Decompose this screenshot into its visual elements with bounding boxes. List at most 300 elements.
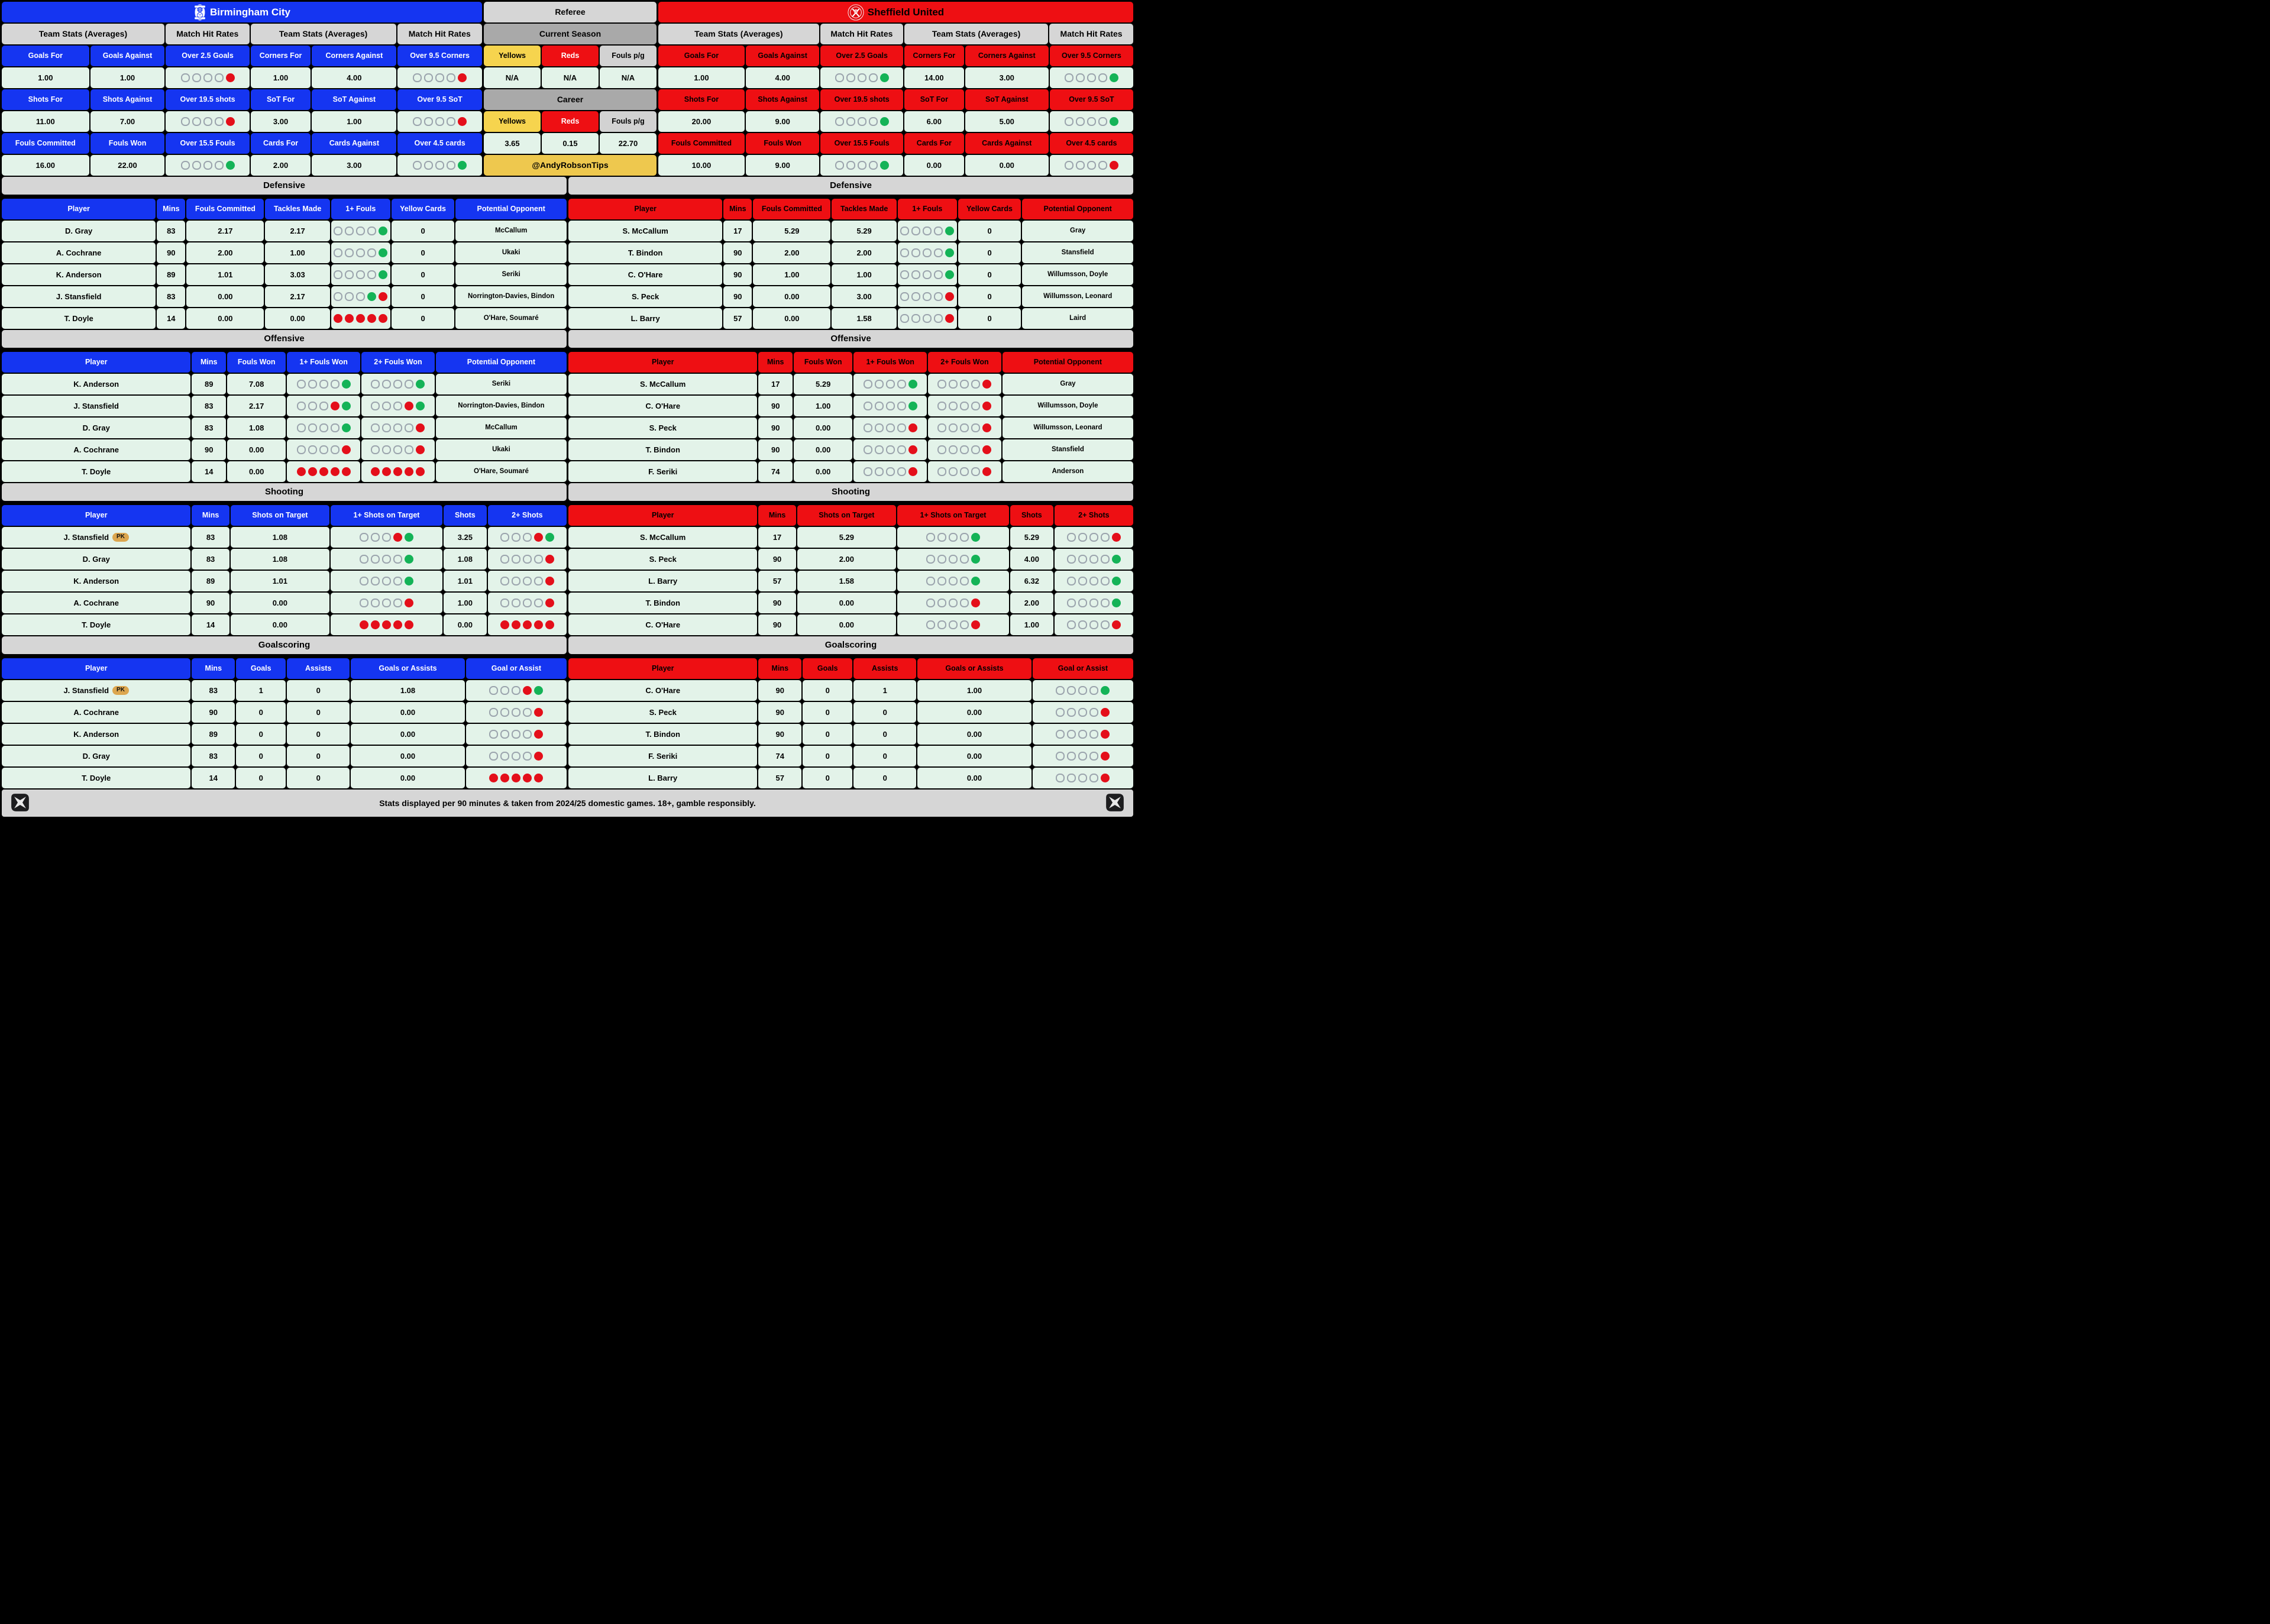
stat-cell: 0 <box>958 242 1021 263</box>
column-header: 2+ Shots <box>488 505 567 526</box>
player-cell <box>2 461 190 482</box>
home-team-header-row <box>2 2 482 22</box>
stat-value: 1.00 <box>2 67 89 88</box>
table-row <box>568 286 1133 307</box>
stat-cell: 1.00 <box>444 593 487 613</box>
dot-empty <box>897 445 906 454</box>
dot-empty <box>489 752 498 761</box>
stat-value: 11.00 <box>2 111 89 132</box>
stat-value <box>1050 111 1133 132</box>
player-cell <box>2 286 156 307</box>
column-header: Mins <box>758 505 796 526</box>
dot-empty <box>1089 730 1098 739</box>
dot-empty <box>360 577 368 585</box>
dot-empty <box>413 117 422 126</box>
dot-empty <box>371 533 380 542</box>
potential-opponent-cell: Ukaki <box>455 242 567 263</box>
dot-empty <box>900 248 909 257</box>
dot-empty <box>1056 774 1065 782</box>
dot-empty <box>371 402 380 410</box>
season-fouls-pg-value: N/A <box>600 67 657 88</box>
potential-opponent-cell <box>488 614 567 635</box>
potential-opponent-cell <box>1033 680 1133 701</box>
stat-header: Over 4.5 cards <box>397 133 482 154</box>
section-title: Offensive <box>568 330 1133 348</box>
stat-cell: 90 <box>758 418 793 438</box>
stat-value: 3.00 <box>251 111 311 132</box>
stat-cell: 0 <box>236 724 286 745</box>
potential-opponent-cell: Stansfield <box>1022 242 1133 263</box>
dot-empty <box>1067 533 1076 542</box>
dot-miss-red <box>416 467 425 476</box>
dot-empty <box>923 227 932 235</box>
stat-cell <box>361 374 435 394</box>
stat-value: 14.00 <box>904 67 964 88</box>
dot-hit-green <box>405 577 413 585</box>
dot-empty <box>949 577 958 585</box>
dot-empty <box>937 577 946 585</box>
dot-hit-green <box>880 117 889 126</box>
stat-header: Fouls Committed <box>658 133 745 154</box>
hit-rate-dots <box>489 774 543 782</box>
dot-miss-red <box>982 423 991 432</box>
player-cell <box>568 768 757 788</box>
dot-miss-red <box>405 402 413 410</box>
hit-rate-dots <box>900 248 954 257</box>
dot-empty <box>319 380 328 389</box>
away-stat-value-row <box>658 67 1133 88</box>
hit-rate-dots <box>489 686 543 695</box>
dot-hit-green <box>416 402 425 410</box>
dot-empty <box>1056 752 1065 761</box>
player-cell <box>568 396 757 416</box>
dot-empty <box>1067 774 1076 782</box>
home-team-panel <box>2 2 482 176</box>
dot-empty <box>297 402 306 410</box>
stat-cell <box>928 396 1001 416</box>
table-row <box>2 286 567 307</box>
player-cell <box>2 571 190 591</box>
dot-empty <box>489 686 498 695</box>
stat-cell: 2.17 <box>186 221 264 241</box>
dot-miss-red <box>1101 774 1110 782</box>
player-name: J. Stansfield <box>73 401 119 410</box>
sheffield-united-crest-icon <box>848 4 864 21</box>
column-header: Mins <box>758 352 793 373</box>
tipster-handle: @AndyRobsonTips <box>484 155 657 176</box>
stat-cell: 1.00 <box>265 242 329 263</box>
dot-empty <box>1089 555 1098 564</box>
dot-empty <box>911 292 920 301</box>
column-header: Mins <box>192 505 229 526</box>
hit-rate-dots <box>334 227 387 235</box>
player-name: S. McCallum <box>640 532 686 542</box>
shooting-home-half <box>2 483 567 635</box>
home-stat-header-row <box>2 46 482 66</box>
potential-opponent-cell <box>466 702 567 723</box>
potential-opponent-cell <box>488 527 567 548</box>
player-name: J. Stansfield <box>63 685 109 695</box>
stat-cell <box>853 439 927 460</box>
stat-cell: 1.08 <box>231 527 329 548</box>
column-header: 1+ Fouls <box>331 199 390 219</box>
hit-rate-dots <box>371 445 425 454</box>
away-stat-header-row <box>658 89 1133 110</box>
stat-cell <box>331 527 442 548</box>
stat-header: Cards Against <box>312 133 396 154</box>
stat-cell <box>898 221 957 241</box>
stat-header: Corners Against <box>312 46 396 66</box>
stat-cell: 0.00 <box>794 461 852 482</box>
dot-miss-red <box>982 467 991 476</box>
dot-empty <box>534 555 543 564</box>
dot-empty <box>900 227 909 235</box>
dot-empty <box>447 117 455 126</box>
dot-empty <box>937 555 946 564</box>
hit-rate-dots <box>1056 730 1110 739</box>
player-name: S. Peck <box>649 423 677 432</box>
player-name: F. Seriki <box>648 467 678 476</box>
table-row <box>2 461 567 482</box>
dot-miss-red <box>523 774 532 782</box>
stat-header: Over 4.5 cards <box>1050 133 1133 154</box>
potential-opponent-cell <box>1033 724 1133 745</box>
stat-cell <box>361 396 435 416</box>
stat-cell: 0.00 <box>794 418 852 438</box>
away-team-stats-label-2: Team Stats (Averages) <box>904 24 1048 44</box>
dot-empty <box>897 423 906 432</box>
stat-cell: 1.08 <box>444 549 487 570</box>
dot-miss-red <box>534 620 543 629</box>
stat-cell: 0.00 <box>186 308 264 329</box>
hit-rate-dots <box>500 555 554 564</box>
dot-empty <box>345 248 354 257</box>
column-header: Tackles Made <box>265 199 329 219</box>
dot-empty <box>934 227 943 235</box>
stat-cell: 0 <box>853 746 916 766</box>
table-row <box>2 374 567 394</box>
dot-hit-green <box>379 248 387 257</box>
stat-cell <box>331 264 390 285</box>
dot-empty <box>835 117 844 126</box>
stat-value <box>1050 155 1133 176</box>
table-row <box>2 527 567 548</box>
stat-cell: 0 <box>958 286 1021 307</box>
dot-miss-red <box>319 467 328 476</box>
table-row <box>568 396 1133 416</box>
season-yellows-value: N/A <box>484 67 541 88</box>
dot-empty <box>371 380 380 389</box>
stat-cell: 90 <box>758 396 793 416</box>
potential-opponent-cell: O'Hare, Soumaré <box>436 461 567 482</box>
dot-empty <box>382 380 391 389</box>
potential-opponent-cell: Laird <box>1022 308 1133 329</box>
dot-empty <box>1078 774 1087 782</box>
offensive-header-row <box>2 352 567 373</box>
column-header: Player <box>2 658 190 679</box>
stat-value: 4.00 <box>746 67 820 88</box>
stat-cell <box>361 461 435 482</box>
column-header: Shots <box>444 505 487 526</box>
potential-opponent-cell: Willumsson, Doyle <box>1003 396 1133 416</box>
stat-cell: 0 <box>236 768 286 788</box>
pk-badge: PK <box>112 533 129 542</box>
player-name: T. Doyle <box>82 773 111 782</box>
dot-hit-green <box>1112 599 1121 607</box>
dot-empty <box>393 445 402 454</box>
offensive-home-half <box>2 330 567 482</box>
dot-empty <box>934 292 943 301</box>
dot-empty <box>512 599 520 607</box>
stat-cell: 0.00 <box>231 614 329 635</box>
dot-empty <box>900 270 909 279</box>
dot-miss-red <box>512 774 520 782</box>
column-header: Shots on Target <box>231 505 329 526</box>
dot-miss-red <box>405 599 413 607</box>
dot-miss-red <box>382 620 391 629</box>
dot-miss-red <box>367 314 376 323</box>
stat-cell: 0.00 <box>917 768 1031 788</box>
column-header: Player <box>568 352 757 373</box>
dot-empty <box>319 445 328 454</box>
dot-empty <box>1089 599 1098 607</box>
dot-miss-red <box>1112 620 1121 629</box>
dot-empty <box>523 708 532 717</box>
column-header: Fouls Committed <box>753 199 830 219</box>
stat-cell: 1.00 <box>753 264 830 285</box>
dot-miss-red <box>393 620 402 629</box>
dot-hit-green <box>1110 73 1118 82</box>
dot-empty <box>846 117 855 126</box>
home-hit-rates-label: Match Hit Rates <box>166 24 250 44</box>
dot-empty <box>1076 161 1085 170</box>
stat-cell: 5.29 <box>794 374 852 394</box>
dot-empty <box>869 161 878 170</box>
stat-value <box>820 67 903 88</box>
stat-cell: 0.00 <box>797 593 896 613</box>
dot-empty <box>356 227 365 235</box>
stat-cell <box>287 374 360 394</box>
stat-cell: 83 <box>192 396 226 416</box>
career-fouls-pg-header: Fouls p/g <box>600 111 657 132</box>
table-row <box>568 549 1133 570</box>
player-cell <box>2 746 190 766</box>
section-title: Defensive <box>568 177 1133 195</box>
dot-hit-green <box>367 292 376 301</box>
dot-miss-red <box>393 533 402 542</box>
player-cell <box>568 264 722 285</box>
dot-empty <box>1089 577 1098 585</box>
column-header: Goals or Assists <box>351 658 465 679</box>
stat-cell: 0.00 <box>265 308 329 329</box>
player-name: L. Barry <box>648 576 678 585</box>
dot-empty <box>367 270 376 279</box>
stat-header: Goals For <box>2 46 89 66</box>
stat-cell: 0.00 <box>351 724 465 745</box>
dot-empty <box>523 752 532 761</box>
dot-empty <box>405 380 413 389</box>
table-row <box>568 374 1133 394</box>
player-cell <box>2 396 190 416</box>
stat-cell: 5.29 <box>832 221 896 241</box>
dot-empty <box>960 555 969 564</box>
dot-miss-red <box>523 620 532 629</box>
dot-miss-red <box>1101 752 1110 761</box>
column-header: Goals <box>236 658 286 679</box>
dot-empty <box>1089 774 1098 782</box>
dot-empty <box>835 73 844 82</box>
stat-header: Over 15.5 Fouls <box>166 133 249 154</box>
stat-cell: 5.29 <box>753 221 830 241</box>
defensive-home-half <box>2 177 567 329</box>
stat-cell: 90 <box>758 549 796 570</box>
hit-rate-dots <box>500 577 554 585</box>
home-subheader-row <box>2 24 482 44</box>
player-cell <box>2 439 190 460</box>
dot-empty <box>869 73 878 82</box>
shooting-header-row <box>568 505 1133 526</box>
career-reds-value: 0.15 <box>542 133 599 154</box>
hit-rate-dots <box>937 402 991 410</box>
dot-empty <box>181 117 190 126</box>
dot-empty <box>345 270 354 279</box>
stat-cell: 74 <box>758 746 801 766</box>
stat-cell <box>897 527 1009 548</box>
stat-cell: 0.00 <box>794 439 852 460</box>
dot-miss-red <box>345 314 354 323</box>
hit-rate-dots <box>937 467 991 476</box>
dot-empty <box>382 533 391 542</box>
hit-rate-dots <box>864 380 917 389</box>
career-reds-header: Reds <box>542 111 599 132</box>
potential-opponent-cell: Seriki <box>436 374 567 394</box>
dot-empty <box>371 599 380 607</box>
dot-empty <box>1067 577 1076 585</box>
stat-header: Shots For <box>658 89 745 110</box>
player-name: L. Barry <box>648 773 678 782</box>
away-team-panel <box>658 2 1133 176</box>
dot-empty <box>886 445 895 454</box>
stat-header: Goals Against <box>746 46 820 66</box>
stat-cell: 0 <box>958 221 1021 241</box>
dot-empty <box>215 73 224 82</box>
dot-empty <box>435 161 444 170</box>
stat-cell: 17 <box>723 221 752 241</box>
dot-empty <box>1087 73 1096 82</box>
stat-cell <box>853 418 927 438</box>
dot-empty <box>512 533 520 542</box>
dot-hit-green <box>1101 686 1110 695</box>
dot-empty <box>435 73 444 82</box>
dot-empty <box>203 73 212 82</box>
stat-cell: 2.17 <box>265 286 329 307</box>
player-cell <box>568 461 757 482</box>
stat-cell: 0 <box>392 221 455 241</box>
dot-empty <box>926 533 935 542</box>
dot-hit-green <box>1110 117 1118 126</box>
dot-empty <box>1101 620 1110 629</box>
stat-cell: 2.00 <box>1010 593 1053 613</box>
stat-cell: 2.00 <box>797 549 896 570</box>
stat-cell: 0.00 <box>917 702 1031 723</box>
match-stats-sheet <box>0 0 1135 812</box>
hit-rate-dots <box>360 577 413 585</box>
stat-header: Goals For <box>658 46 745 66</box>
stat-cell <box>331 286 390 307</box>
hit-rate-dots <box>937 423 991 432</box>
dot-empty <box>203 161 212 170</box>
potential-opponent-cell: McCallum <box>436 418 567 438</box>
player-cell <box>2 724 190 745</box>
dot-empty <box>949 599 958 607</box>
stat-cell <box>361 418 435 438</box>
dot-empty <box>331 380 339 389</box>
potential-opponent-cell: Willumsson, Doyle <box>1022 264 1133 285</box>
stat-cell: 89 <box>192 724 235 745</box>
home-team-stats-label: Team Stats (Averages) <box>2 24 164 44</box>
column-header: Yellow Cards <box>392 199 455 219</box>
dot-miss-red <box>334 314 342 323</box>
stat-value: 20.00 <box>658 111 745 132</box>
player-cell <box>568 439 757 460</box>
dot-empty <box>1101 577 1110 585</box>
stat-cell: 89 <box>192 571 229 591</box>
dot-empty <box>911 248 920 257</box>
hit-rate-dots <box>835 73 889 82</box>
hit-rate-dots <box>937 445 991 454</box>
dot-empty <box>334 227 342 235</box>
dot-hit-green <box>545 533 554 542</box>
stat-header: Cards For <box>904 133 964 154</box>
dot-empty <box>393 402 402 410</box>
column-header: Goal or Assist <box>466 658 567 679</box>
column-header: Fouls Won <box>227 352 286 373</box>
dot-empty <box>1065 161 1073 170</box>
stat-cell: 1.00 <box>794 396 852 416</box>
stat-cell <box>898 242 957 263</box>
stat-cell: 0 <box>287 724 350 745</box>
dot-miss-red <box>226 117 235 126</box>
dot-empty <box>864 445 872 454</box>
pk-badge: PK <box>112 686 129 695</box>
dot-empty <box>971 467 980 476</box>
dot-empty <box>1089 533 1098 542</box>
stat-cell: 3.03 <box>265 264 329 285</box>
player-name: D. Gray <box>82 554 110 564</box>
player-cell <box>2 264 156 285</box>
stat-cell: 0 <box>287 680 350 701</box>
dot-empty <box>949 620 958 629</box>
player-cell <box>568 614 757 635</box>
player-cell <box>568 286 722 307</box>
stat-cell: 0 <box>958 308 1021 329</box>
hit-rate-dots <box>489 730 543 739</box>
player-cell <box>568 418 757 438</box>
current-season-label: Current Season <box>484 24 657 44</box>
dot-empty <box>1056 730 1065 739</box>
hit-rate-dots <box>1065 73 1118 82</box>
dot-hit-green <box>458 161 467 170</box>
dot-empty <box>949 402 958 410</box>
career-yellows-header: Yellows <box>484 111 541 132</box>
dot-miss-red <box>297 467 306 476</box>
dot-empty <box>181 161 190 170</box>
hit-rate-dots <box>500 533 554 542</box>
dot-empty <box>934 270 943 279</box>
column-header: 1+ Shots on Target <box>331 505 442 526</box>
dot-empty <box>897 402 906 410</box>
dot-empty <box>424 161 433 170</box>
